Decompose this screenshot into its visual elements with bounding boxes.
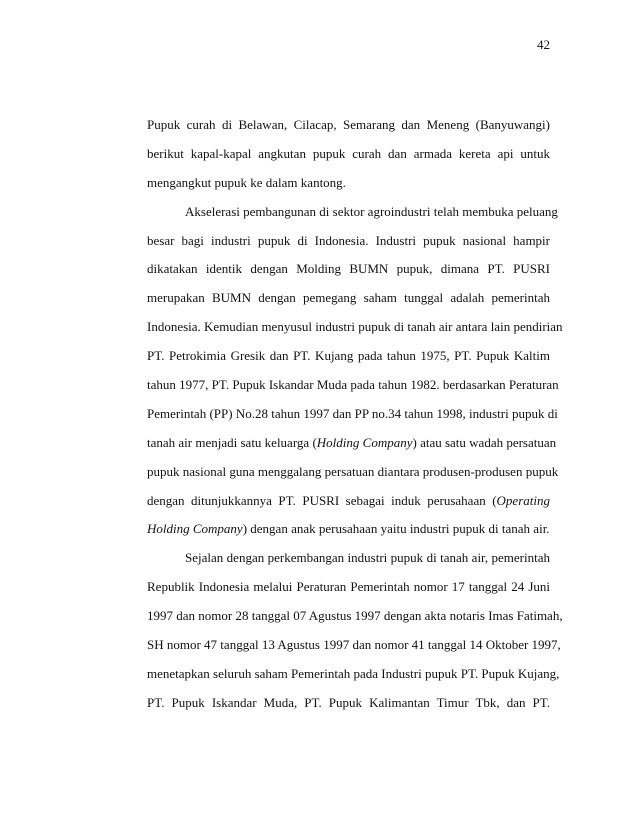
text-line-6 — [147, 260, 550, 289]
text-line-7 — [147, 289, 550, 318]
line-text-after: ) atau satu wadah persatuan — [412, 434, 557, 450]
text-line-15 — [147, 520, 550, 549]
text-line-5 — [147, 232, 550, 261]
line-text-italic: Operating — [496, 492, 550, 508]
line-text: mengangkut pupuk ke dalam kantong. — [147, 174, 346, 190]
text-line-21 — [147, 694, 550, 723]
line-text: Pemerintah (PP) No.28 tahun 1997 dan PP no.34 tahun 1998, industri pupuk di — [147, 405, 558, 421]
line-text: besar bagi industri pupuk di Indonesia. Industri pupuk nasional hampir — [147, 232, 550, 248]
line-text: merupakan BUMN dengan pemegang saham tunggal adalah pemerintah — [147, 290, 550, 306]
text-line-16 — [147, 549, 550, 578]
line-text-before: dengan ditunjukkannya PT. PUSRI sebagai induk perusahaan ( — [147, 492, 497, 508]
line-text-italic: Holding Company — [316, 434, 413, 450]
line-text: SH nomor 47 tanggal 13 Agustus 1997 dan nomor 41 tanggal 14 Oktober 1997, — [147, 637, 561, 653]
line-text: berikut kapal-kapal angkutan pupuk curah dan armada kereta api untuk — [147, 145, 550, 161]
text-line-17 — [147, 578, 550, 607]
page-number: 42 — [537, 37, 550, 52]
line-text: Akselerasi pembangunan di sektor agroindustri telah membuka peluang — [185, 203, 558, 219]
line-text: PT. Pupuk Iskandar Muda, PT. Pupuk Kalimantan Timur Tbk, dan PT. — [147, 694, 550, 710]
text-line-3 — [147, 174, 550, 203]
text-line-8 — [147, 318, 563, 347]
text-line-4 — [147, 203, 558, 232]
line-text: Republik Indonesia melalui Peraturan Pemerintah nomor 17 tanggal 24 Juni — [147, 579, 550, 595]
text-line-9 — [147, 347, 550, 376]
line-text-before: tanah air menjadi satu keluarga ( — [147, 434, 317, 450]
text-line-12 — [147, 434, 557, 463]
line-text: dikatakan identik dengan Molding BUMN pupuk, dimana PT. PUSRI — [147, 261, 550, 277]
text-line-13 — [147, 463, 559, 492]
line-text: PT. Petrokimia Gresik dan PT. Kujang pada tahun 1975, PT. Pupuk Kaltim — [147, 348, 550, 364]
text-line-19 — [147, 636, 561, 665]
line-text: Pupuk curah di Belawan, Cilacap, Semarang dan Meneng (Banyuwangi) — [147, 117, 550, 132]
line-text: Indonesia. Kemudian menyusul industri pupuk di tanah air antara lain pendirian — [147, 319, 563, 335]
text-line-2 — [147, 145, 550, 174]
text-line-20 — [147, 665, 560, 694]
line-text: pupuk nasional guna menggalang persatuan diantara produsen-produsen pupuk — [147, 463, 559, 479]
line-text-after: ) dengan anak perusahaan yaitu industri pupuk di tanah air. — [242, 521, 550, 537]
text-line-14 — [147, 492, 550, 521]
text-line-1 — [147, 116, 550, 145]
text-line-11 — [147, 405, 558, 434]
line-text: 1997 dan nomor 28 tanggal 07 Agustus 1997 dengan akta notaris Imas Fatimah, — [147, 608, 563, 624]
line-text: Sejalan dengan perkembangan industri pupuk di tanah air, pemerintah — [185, 550, 550, 566]
line-text-italic: Holding Company — [147, 521, 243, 537]
line-text: tahun 1977, PT. Pupuk Iskandar Muda pada tahun 1982. berdasarkan Peraturan — [147, 377, 559, 393]
text-line-10 — [147, 376, 559, 405]
body-text — [147, 116, 563, 723]
text-line-18 — [147, 607, 563, 636]
line-text: menetapkan seluruh saham Pemerintah pada Industri pupuk PT. Pupuk Kujang, — [147, 665, 560, 681]
